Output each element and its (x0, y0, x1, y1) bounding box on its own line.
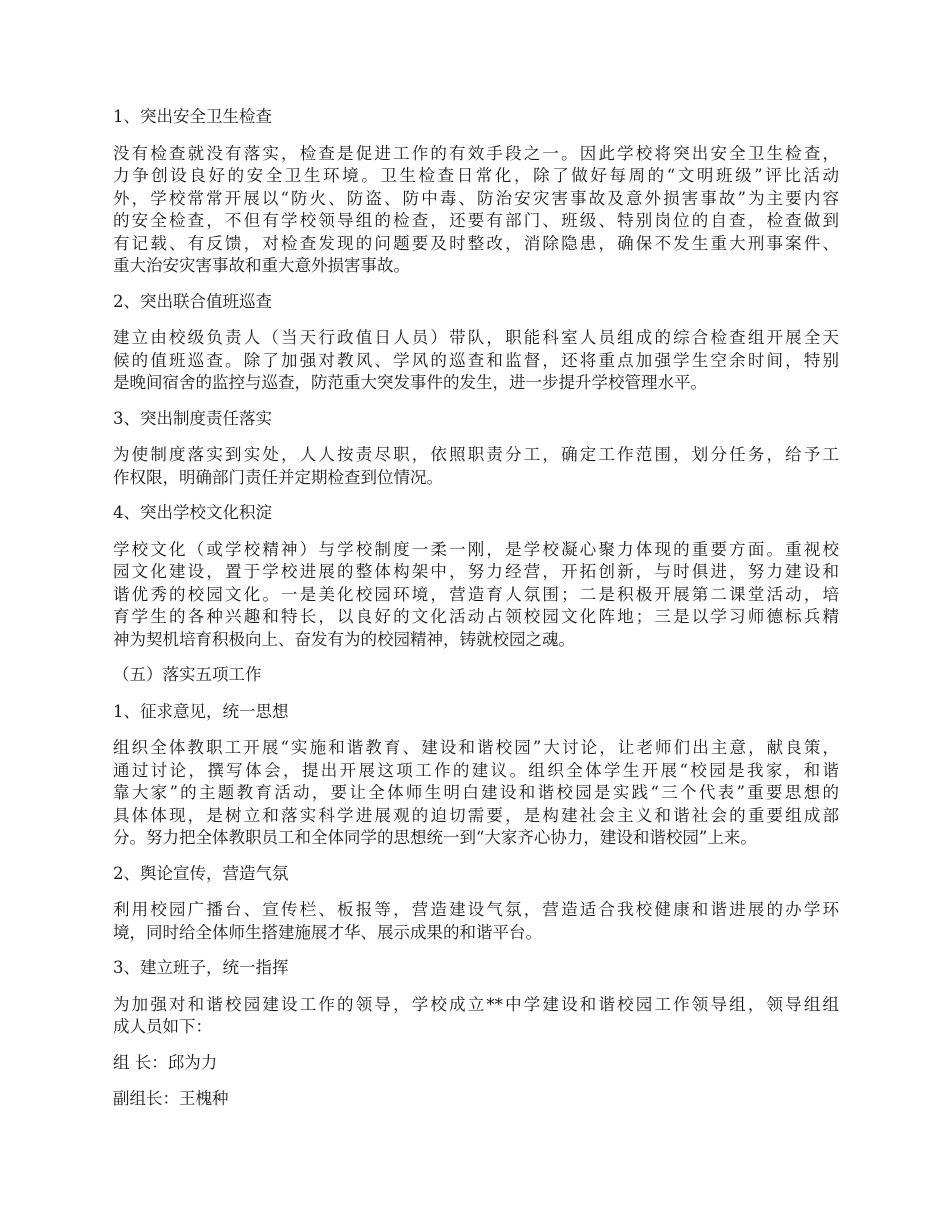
paragraph (113, 899, 839, 944)
text-line: 靠大家”的主题教育活动，要让全体师生明白建设和谐校园是实践“三个代表”重要思想的 (113, 783, 839, 802)
text-line: 谐优秀的校园文化。一是美化校园环境，营造育人氛围；二是积极开展第二课堂活动，培 (113, 584, 839, 604)
section-heading: 1、征求意见，统一思想 (113, 701, 289, 721)
paragraph (113, 737, 839, 850)
text-line: 力争创设良好的安全卫生环境。卫生检查日常化，除了做好每周的“文明班级”评比活动 (113, 166, 839, 185)
section-heading: 2、突出联合值班巡查 (113, 291, 272, 311)
text-line: 园文化建设，置于学校进展的整体构架中，努力经营，开拓创新，与时俱进，努力建设和 (113, 562, 839, 581)
section-heading: （五）落实五项工作 (113, 665, 262, 684)
text-line: 重大治安灾害事故和重大意外损害事故。 (113, 256, 410, 275)
paragraph (113, 444, 839, 489)
text-line: 作权限，明确部门责任并定期检查到位情况。 (113, 467, 443, 487)
text-line: 建立由校级负责人（当天行政值日人员）带队，职能科室人员组成的综合检查组开展全天 (113, 328, 839, 347)
text-line: 育学生的各种兴趣和特长，以良好的文化活动占领校园文化阵地；三是以学习师德标兵精 (113, 607, 839, 626)
section-heading: 2、舆论宣传，营造气氛 (113, 863, 289, 883)
text-line: 具体体现，是树立和落实科学进展观的迫切需要，是构建社会主义和谐社会的重要组成部 (113, 805, 839, 825)
text-line: 有记载、有反馈，对检查发现的问题要及时整改，消除隐患，确保不发生重大刑事案件、 (113, 233, 839, 253)
paragraph (113, 143, 839, 278)
text-line: 候的值班巡查。除了加强对教风、学风的巡查和监督，还将重点加强学生空余时间，特别 (113, 350, 839, 370)
text-line: 境，同时给全体师生搭建施展才华、展示成果的和谐平台。 (113, 922, 542, 942)
text-line: 为加强对和谐校园建设工作的领导，学校成立**中学建设和谐校园工作领导组，领导组组 (113, 994, 839, 1014)
text-line: 学校文化（或学校精神）与学校制度一柔一刚，是学校凝心聚力体现的重要方面。重视校 (113, 539, 839, 559)
text-line: 组织全体教职工开展“实施和谐教育、建设和谐校园”大讨论，让老师们出主意，献良策， (113, 738, 839, 757)
paragraph (113, 327, 839, 395)
text-line: 神为契机培育积极向上、奋发有为的校园精神，铸就校园之魂。 (113, 629, 575, 649)
vice-leader-line: 副组长：王槐种 (113, 1089, 229, 1108)
text-line: 没有检查就没有落实，检查是促进工作的有效手段之一。因此学校将突出安全卫生检查， (113, 143, 839, 163)
section-heading: 1、突出安全卫生检查 (113, 107, 272, 126)
text-line: 分。努力把全体教职员工和全体同学的思想统一到“大家齐心协力，建设和谐校园”上来。 (113, 828, 757, 847)
text-line: 成人员如下： (113, 1017, 212, 1036)
text-line: 的安全检查，不但有学校领导组的检查，还要有部门、班级、特别岗位的自查，检查做到 (113, 211, 839, 230)
document-page (113, 106, 839, 1125)
text-line: 利用校园广播台、宣传栏、板报等，营造建设气氛，营造适合我校健康和谐进展的办学环 (113, 900, 839, 919)
section-heading: 3、建立班子，统一指挥 (113, 958, 289, 977)
text-line: 为使制度落实到实处，人人按责尽职，依照职责分工，确定工作范围，划分任务，给予工 (113, 445, 839, 464)
section-heading: 4、突出学校文化积淀 (113, 503, 272, 522)
paragraph (113, 994, 839, 1039)
text-line: 通过讨论，撰写体会，提出开展这项工作的建议。组织全体学生开展“校园是我家，和谐 (113, 760, 839, 780)
text-line: 外，学校常常开展以“防火、防盗、防中毒、防治安灾害事故及意外损害事故”为主要内容 (113, 188, 839, 208)
section-heading: 3、突出制度责任落实 (113, 408, 272, 428)
leader-line: 组 长：邱为力 (113, 1052, 218, 1072)
text-line: 是晚间宿舍的监控与巡查，防范重大突发事件的发生，进一步提升学校管理水平。 (113, 373, 707, 392)
paragraph (113, 539, 839, 652)
